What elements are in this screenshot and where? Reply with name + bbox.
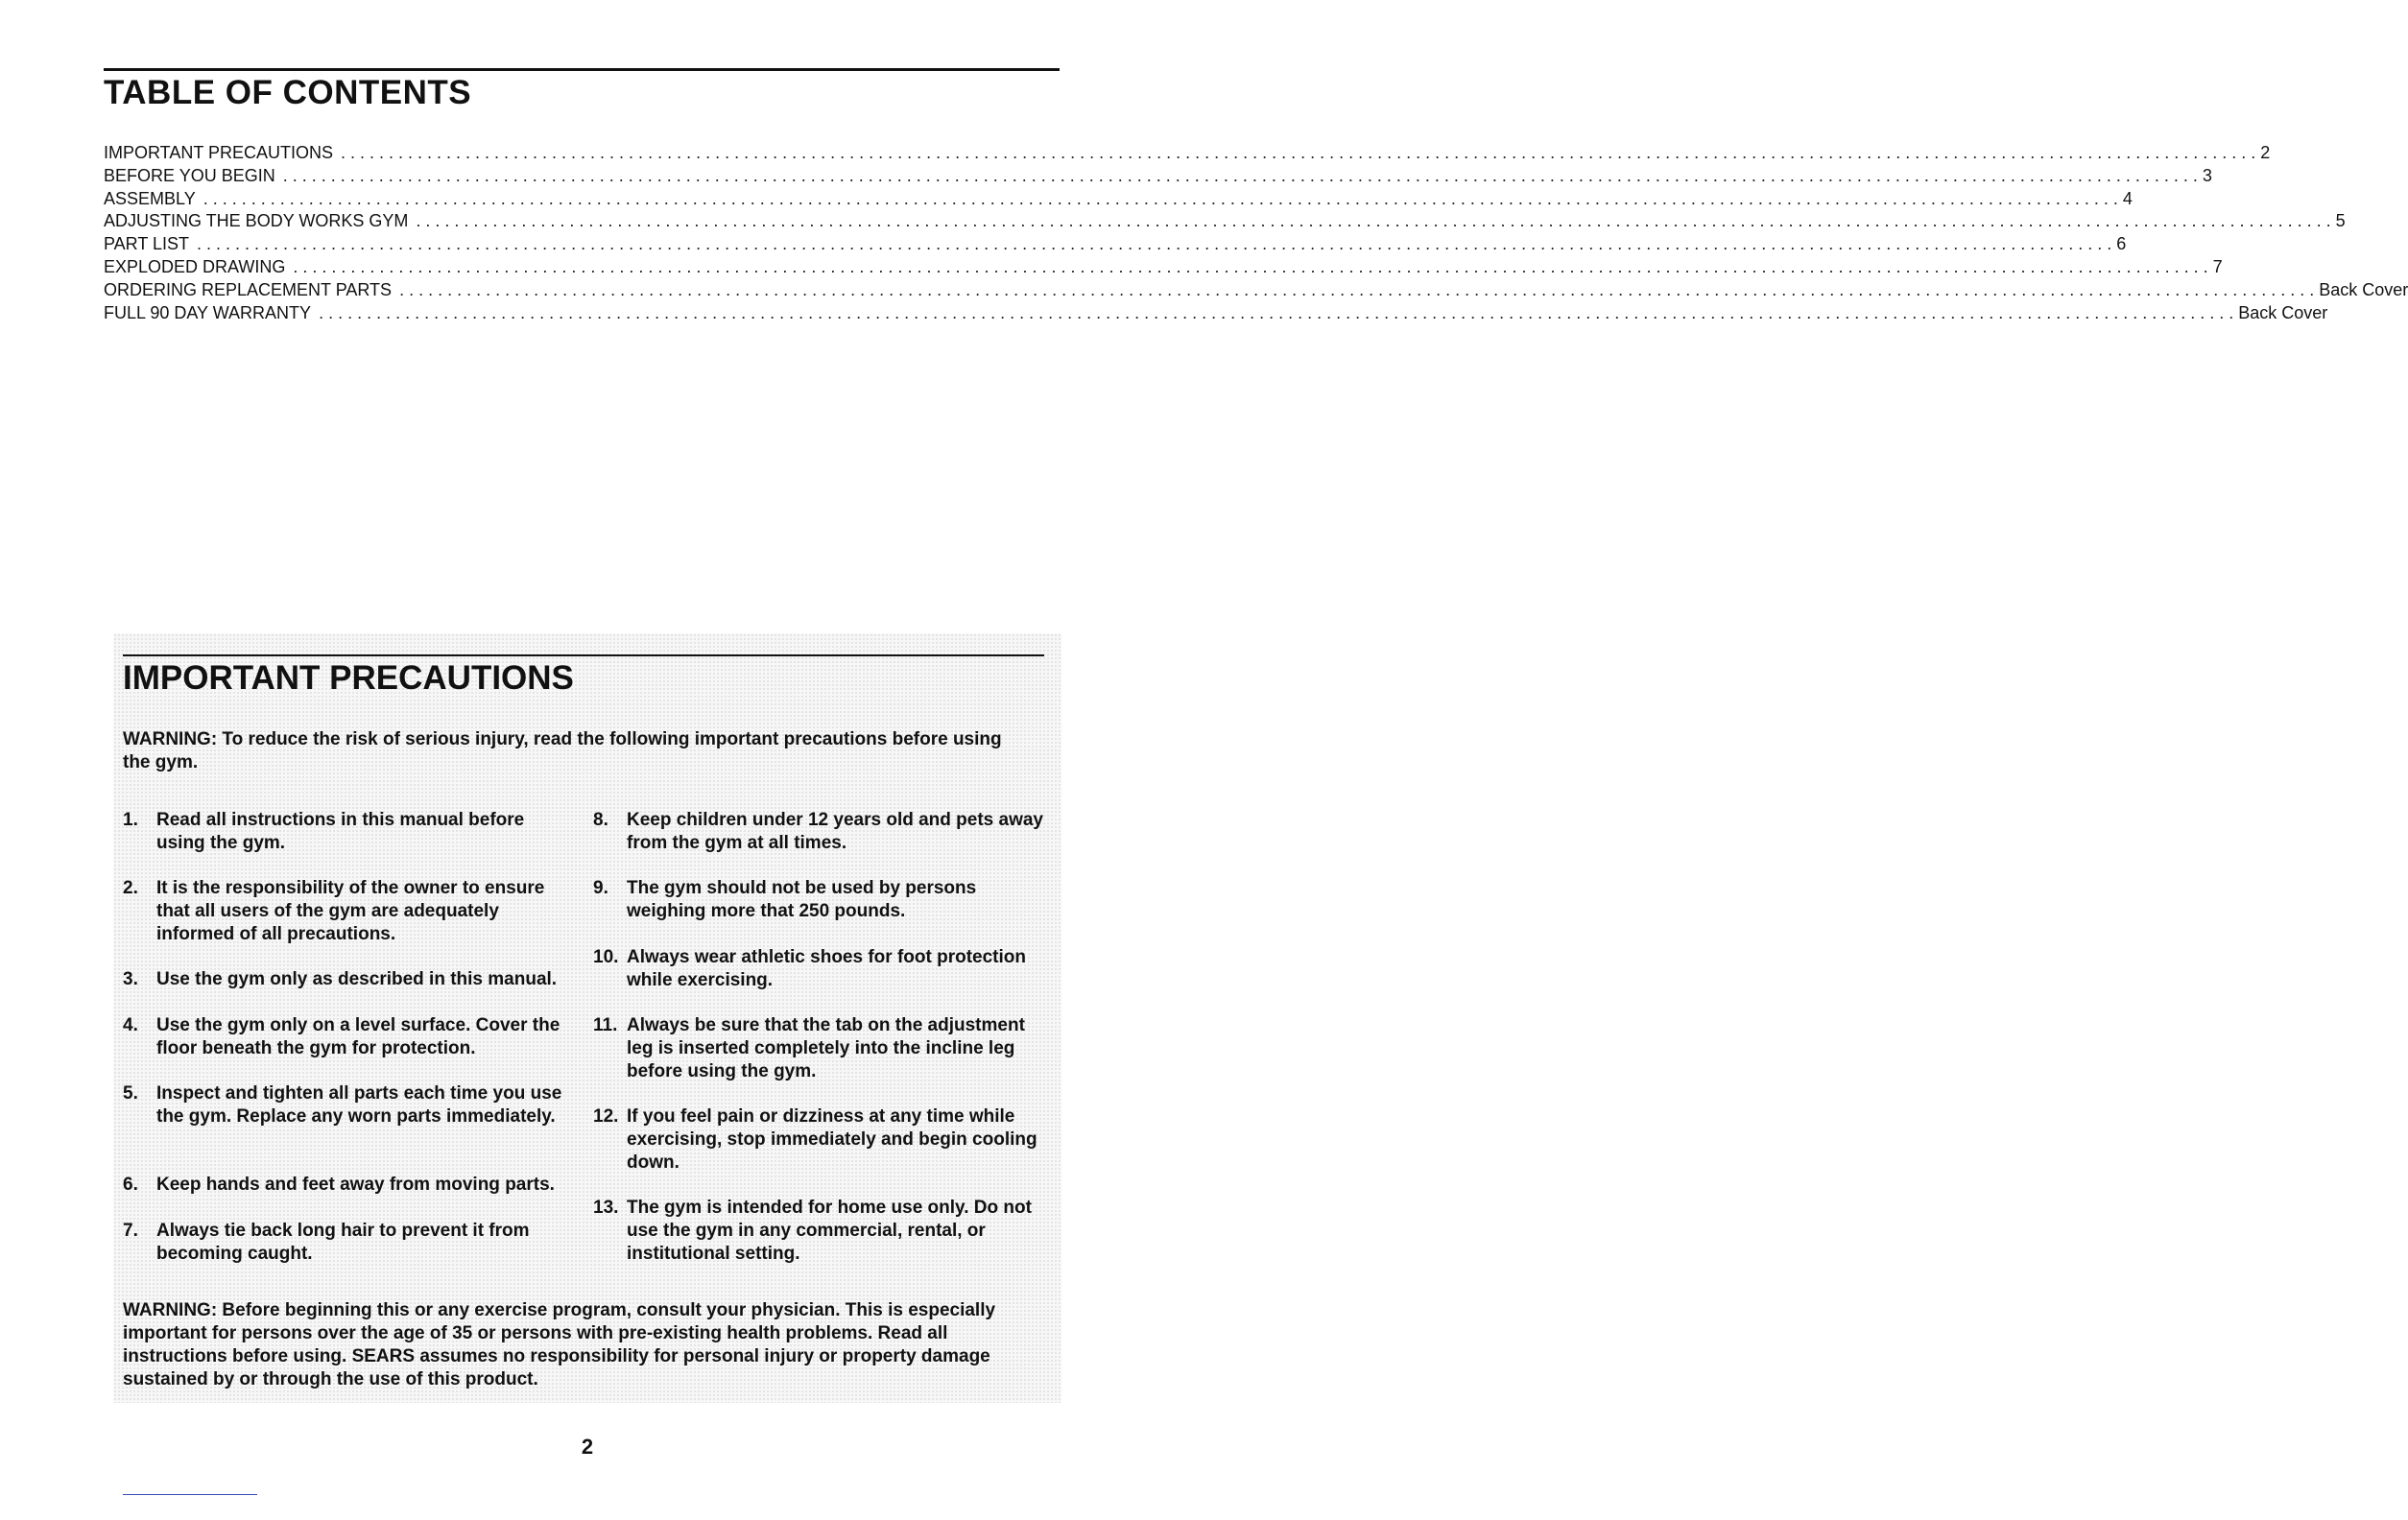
toc-leader-dots: ........................................................................................................................................................................................................ <box>282 165 2203 185</box>
toc-entry[interactable] <box>104 302 2328 325</box>
toc-title: TABLE OF CONTENTS <box>104 74 472 111</box>
toc-leader-dots: ........................................................................................................................................................................................................ <box>341 143 2261 162</box>
precaution-number: 13. <box>593 1198 619 1218</box>
precaution-number: 7. <box>123 1221 138 1241</box>
precaution-item <box>123 877 574 946</box>
precaution-text: Use the gym only on a level surface. Cover the floor beneath the gym for protection. <box>156 1015 560 1058</box>
toc-entry-page: 2 <box>2260 143 2271 162</box>
toc-entry[interactable] <box>104 210 2346 233</box>
precautions-warning-final: WARNING: Before beginning this or any exercise program, consult your physician. This is especially important for persons over the age of 35 or persons with pre-existing health problems. Read all instructions before using. SEARS assumes no responsibility for personal injury or property damage sustained by or through the use of this product. <box>123 1300 996 1389</box>
toc-entry-label: ASSEMBLY <box>104 188 196 208</box>
precaution-text: Always be sure that the tab on the adjustment leg is inserted completely into the incline leg before using the gym. <box>627 1015 1025 1081</box>
precaution-text: It is the responsibility of the owner to ensure that all users of the gym are adequately informed of all precautions. <box>156 878 545 944</box>
toc-entry-page: 6 <box>2116 234 2127 254</box>
precaution-item <box>123 1174 555 1197</box>
page-number: 2 <box>581 1435 594 1459</box>
toc-entry-page: 5 <box>2335 211 2346 231</box>
toc-entry-page: 7 <box>2212 256 2223 276</box>
precaution-text: If you feel pain or dizziness at any time while exercising, stop immediately and begin cooling down. <box>627 1106 1037 1173</box>
toc-entry-label: PART LIST <box>104 234 190 254</box>
precaution-text: Inspect and tighten all parts each time you use the gym. Replace any worn parts immediately. <box>156 1083 562 1127</box>
precaution-item <box>123 809 574 855</box>
toc-leader-dots: ........................................................................................................................................................................................................ <box>416 211 2336 231</box>
toc-entry-page: Back Cover <box>2319 279 2408 299</box>
toc-leader-dots: ........................................................................................................................................................................................................ <box>203 188 2123 208</box>
toc-leader-dots: ........................................................................................................................................................................................................ <box>197 234 2117 254</box>
precautions-title: IMPORTANT PRECAUTIONS <box>123 659 574 697</box>
toc-entry[interactable] <box>104 165 2212 188</box>
precaution-number: 5. <box>123 1083 138 1104</box>
toc-entry-label: IMPORTANT PRECAUTIONS <box>104 143 334 162</box>
toc-entry-label: ORDERING REPLACEMENT PARTS <box>104 279 393 299</box>
precaution-item <box>123 1082 574 1128</box>
precautions-warning-intro: WARNING: To reduce the risk of serious injury, read the following important precautions before using the gym. <box>123 729 1002 772</box>
precaution-number: 6. <box>123 1175 138 1195</box>
precaution-item <box>593 1014 1044 1083</box>
toc-entry-label: ADJUSTING THE BODY WORKS GYM <box>104 211 409 231</box>
precaution-text: The gym is intended for home use only. Do not use the gym in any commercial, rental, or institutional setting. <box>627 1198 1032 1264</box>
precaution-number: 10. <box>593 947 619 967</box>
precaution-number: 1. <box>123 810 138 830</box>
toc-entry-page: 4 <box>2122 188 2133 208</box>
toc-leader-dots: ........................................................................................................................................................................................................ <box>399 279 2320 299</box>
toc-entry-label: BEFORE YOU BEGIN <box>104 165 275 185</box>
precaution-text: Read all instructions in this manual before using the gym. <box>156 810 525 853</box>
precaution-item <box>593 877 1044 923</box>
toc-entry[interactable] <box>104 233 2127 256</box>
precaution-number: 8. <box>593 810 608 830</box>
precautions-top-rule <box>123 654 1044 656</box>
precaution-number: 4. <box>123 1015 138 1035</box>
toc-entry[interactable] <box>104 188 2133 211</box>
toc-entry[interactable] <box>104 256 2223 279</box>
precaution-item <box>123 1014 574 1060</box>
precaution-item <box>593 809 1044 855</box>
precaution-text: Keep hands and feet away from moving parts. <box>156 1175 555 1195</box>
precaution-number: 3. <box>123 969 138 989</box>
toc-entry-page: Back Cover <box>2238 302 2328 322</box>
toc-entry-label: FULL 90 DAY WARRANTY <box>104 302 312 322</box>
toc-entry[interactable] <box>104 142 2271 165</box>
precaution-text: Use the gym only as described in this manual. <box>156 969 558 989</box>
precaution-text: Always tie back long hair to prevent it from becoming caught. <box>156 1221 530 1264</box>
precaution-text: Always wear athletic shoes for foot protection while exercising. <box>627 947 1026 990</box>
toc-top-rule <box>104 68 1060 71</box>
toc-leader-dots: ........................................................................................................................................................................................................ <box>293 256 2213 276</box>
precaution-number: 11. <box>593 1015 618 1035</box>
precaution-item <box>123 1220 574 1266</box>
toc-leader-dots: ........................................................................................................................................................................................................ <box>319 302 2239 322</box>
precaution-item <box>593 946 1044 992</box>
precaution-number: 2. <box>123 878 138 898</box>
precaution-text: The gym should not be used by persons weighing more that 250 pounds. <box>627 878 977 921</box>
precaution-item <box>593 1197 1044 1266</box>
toc-entry[interactable] <box>104 279 2408 302</box>
precaution-item <box>593 1105 1044 1175</box>
toc-list <box>104 142 2408 324</box>
footer-link-line <box>123 1494 257 1495</box>
precaution-number: 9. <box>593 878 608 898</box>
toc-entry-page: 3 <box>2202 165 2212 185</box>
precaution-number: 12. <box>593 1106 619 1127</box>
precaution-item <box>123 968 557 991</box>
precaution-text: Keep children under 12 years old and pets away from the gym at all times. <box>627 810 1043 853</box>
toc-entry-label: EXPLODED DRAWING <box>104 256 286 276</box>
